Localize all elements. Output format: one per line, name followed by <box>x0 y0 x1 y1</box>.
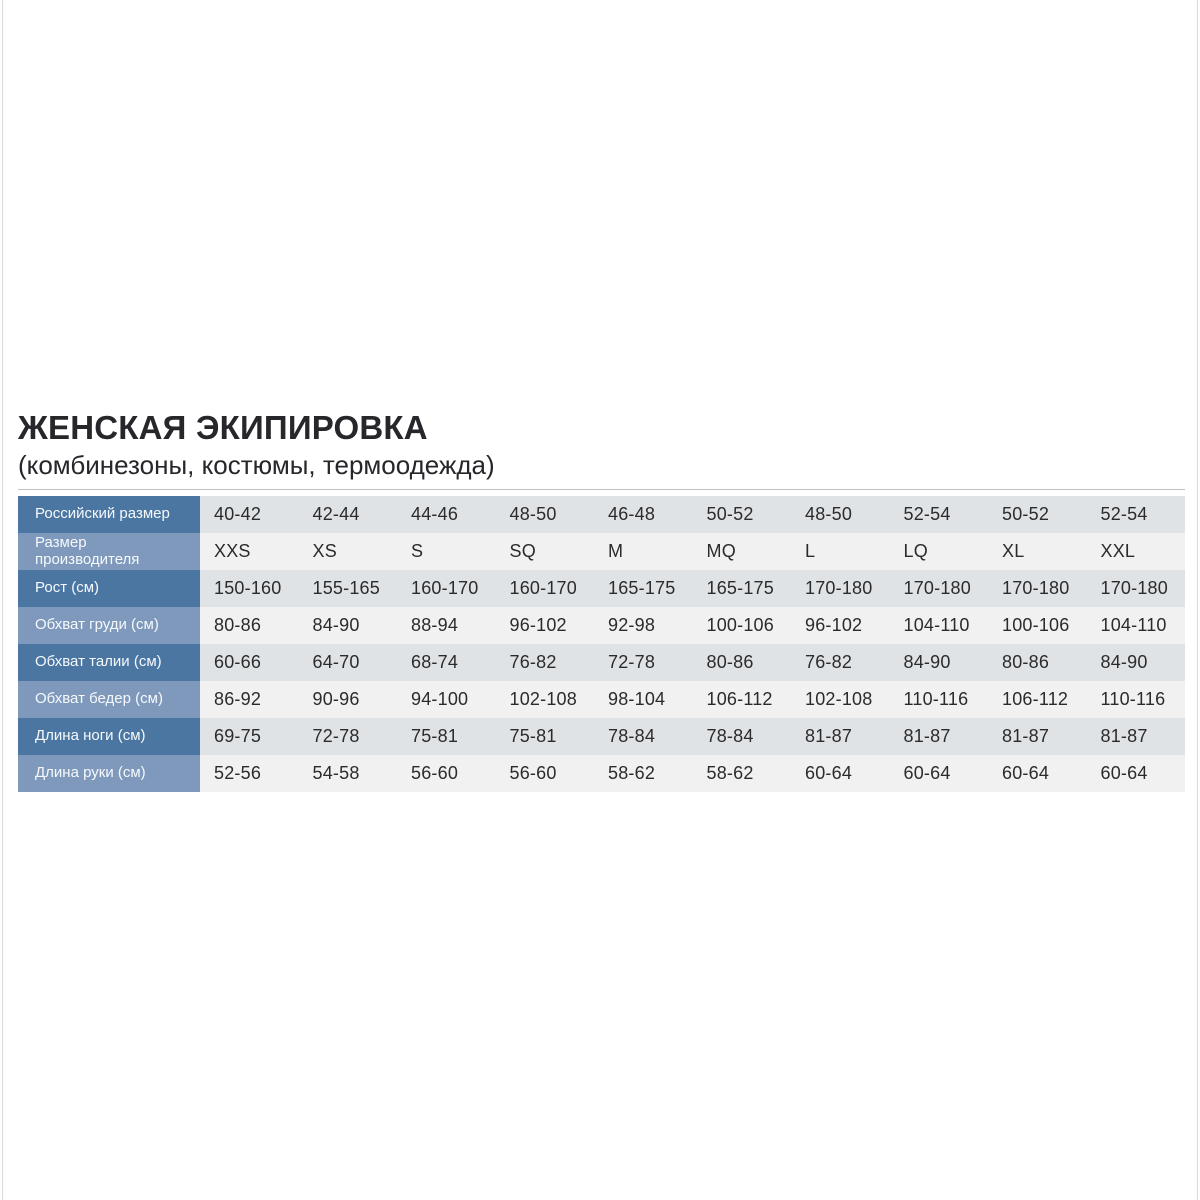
size-cell: 94-100 <box>397 681 496 718</box>
size-cell: L <box>791 533 890 570</box>
size-cell: 160-170 <box>496 570 595 607</box>
table-row <box>18 644 1185 681</box>
size-cell: 84-90 <box>1087 644 1186 681</box>
size-cell: MQ <box>693 533 792 570</box>
size-cell: 60-64 <box>1087 755 1186 792</box>
size-cell: 78-84 <box>693 718 792 755</box>
row-label: Обхват бедер (см) <box>18 681 200 718</box>
size-cell: 58-62 <box>693 755 792 792</box>
row-label: Обхват талии (см) <box>18 644 200 681</box>
size-cell: 52-56 <box>200 755 299 792</box>
size-table <box>18 496 1185 792</box>
size-cell: 56-60 <box>397 755 496 792</box>
size-cell: 96-102 <box>496 607 595 644</box>
size-cell: 56-60 <box>496 755 595 792</box>
size-cell: 50-52 <box>988 496 1087 533</box>
table-row <box>18 496 1185 533</box>
size-cell: 98-104 <box>594 681 693 718</box>
size-cell: 80-86 <box>693 644 792 681</box>
size-cell: 40-42 <box>200 496 299 533</box>
size-cell: 102-108 <box>496 681 595 718</box>
size-cell: 106-112 <box>693 681 792 718</box>
size-cell: 76-82 <box>496 644 595 681</box>
table-row <box>18 755 1185 792</box>
size-cell: S <box>397 533 496 570</box>
size-cell: 60-66 <box>200 644 299 681</box>
row-label: Рост (см) <box>18 570 200 607</box>
size-cell: 69-75 <box>200 718 299 755</box>
size-cell: XXL <box>1087 533 1186 570</box>
size-cell: 52-54 <box>890 496 989 533</box>
size-cell: 72-78 <box>299 718 398 755</box>
size-cell: 170-180 <box>791 570 890 607</box>
size-cell: 90-96 <box>299 681 398 718</box>
size-cell: 76-82 <box>791 644 890 681</box>
size-cell: 75-81 <box>496 718 595 755</box>
size-cell: 88-94 <box>397 607 496 644</box>
row-label: Российский размер <box>18 496 200 533</box>
size-cell: 58-62 <box>594 755 693 792</box>
size-cell: XXS <box>200 533 299 570</box>
table-row <box>18 570 1185 607</box>
page-subtitle: (комбинезоны, костюмы, термоодежда) <box>18 450 495 480</box>
size-cell: 84-90 <box>890 644 989 681</box>
size-cell: 160-170 <box>397 570 496 607</box>
size-cell: M <box>594 533 693 570</box>
table-row <box>18 533 1185 570</box>
size-cell: 42-44 <box>299 496 398 533</box>
size-cell: 86-92 <box>200 681 299 718</box>
row-label: Длина руки (см) <box>18 755 200 792</box>
size-cell: 50-52 <box>693 496 792 533</box>
row-label: Длина ноги (см) <box>18 718 200 755</box>
size-cell: 81-87 <box>791 718 890 755</box>
size-cell: 81-87 <box>1087 718 1186 755</box>
row-label: Размер производителя <box>18 533 200 570</box>
size-cell: 54-58 <box>299 755 398 792</box>
size-chart-section <box>18 411 1185 792</box>
size-cell: 100-106 <box>988 607 1087 644</box>
size-cell: 84-90 <box>299 607 398 644</box>
table-row <box>18 681 1185 718</box>
size-cell: 92-98 <box>594 607 693 644</box>
size-cell: 170-180 <box>890 570 989 607</box>
size-cell: 170-180 <box>988 570 1087 607</box>
size-cell: 165-175 <box>693 570 792 607</box>
size-cell: 110-116 <box>1087 681 1186 718</box>
size-cell: LQ <box>890 533 989 570</box>
header-divider <box>18 489 1185 490</box>
size-cell: 44-46 <box>397 496 496 533</box>
size-cell: 100-106 <box>693 607 792 644</box>
size-cell: 80-86 <box>200 607 299 644</box>
size-cell: XS <box>299 533 398 570</box>
table-row <box>18 718 1185 755</box>
size-cell: 155-165 <box>299 570 398 607</box>
size-cell: 60-64 <box>890 755 989 792</box>
size-cell: 104-110 <box>1087 607 1186 644</box>
size-cell: 52-54 <box>1087 496 1186 533</box>
size-cell: 60-64 <box>988 755 1087 792</box>
size-cell: 96-102 <box>791 607 890 644</box>
table-row <box>18 607 1185 644</box>
row-label: Обхват груди (см) <box>18 607 200 644</box>
size-cell: 110-116 <box>890 681 989 718</box>
size-cell: 60-64 <box>791 755 890 792</box>
size-cell: 106-112 <box>988 681 1087 718</box>
size-cell: 46-48 <box>594 496 693 533</box>
size-cell: 72-78 <box>594 644 693 681</box>
size-cell: XL <box>988 533 1087 570</box>
size-cell: 102-108 <box>791 681 890 718</box>
size-cell: 81-87 <box>988 718 1087 755</box>
size-cell: 170-180 <box>1087 570 1186 607</box>
page-right-border <box>1197 0 1198 1200</box>
size-cell: 165-175 <box>594 570 693 607</box>
size-cell: 48-50 <box>791 496 890 533</box>
size-cell: 48-50 <box>496 496 595 533</box>
size-cell: SQ <box>496 533 595 570</box>
size-cell: 64-70 <box>299 644 398 681</box>
size-cell: 78-84 <box>594 718 693 755</box>
size-cell: 68-74 <box>397 644 496 681</box>
size-cell: 104-110 <box>890 607 989 644</box>
size-cell: 80-86 <box>988 644 1087 681</box>
size-cell: 150-160 <box>200 570 299 607</box>
size-cell: 75-81 <box>397 718 496 755</box>
size-cell: 81-87 <box>890 718 989 755</box>
page-left-border <box>2 0 3 1200</box>
page-title: ЖЕНСКАЯ ЭКИПИРОВКА <box>18 409 428 446</box>
